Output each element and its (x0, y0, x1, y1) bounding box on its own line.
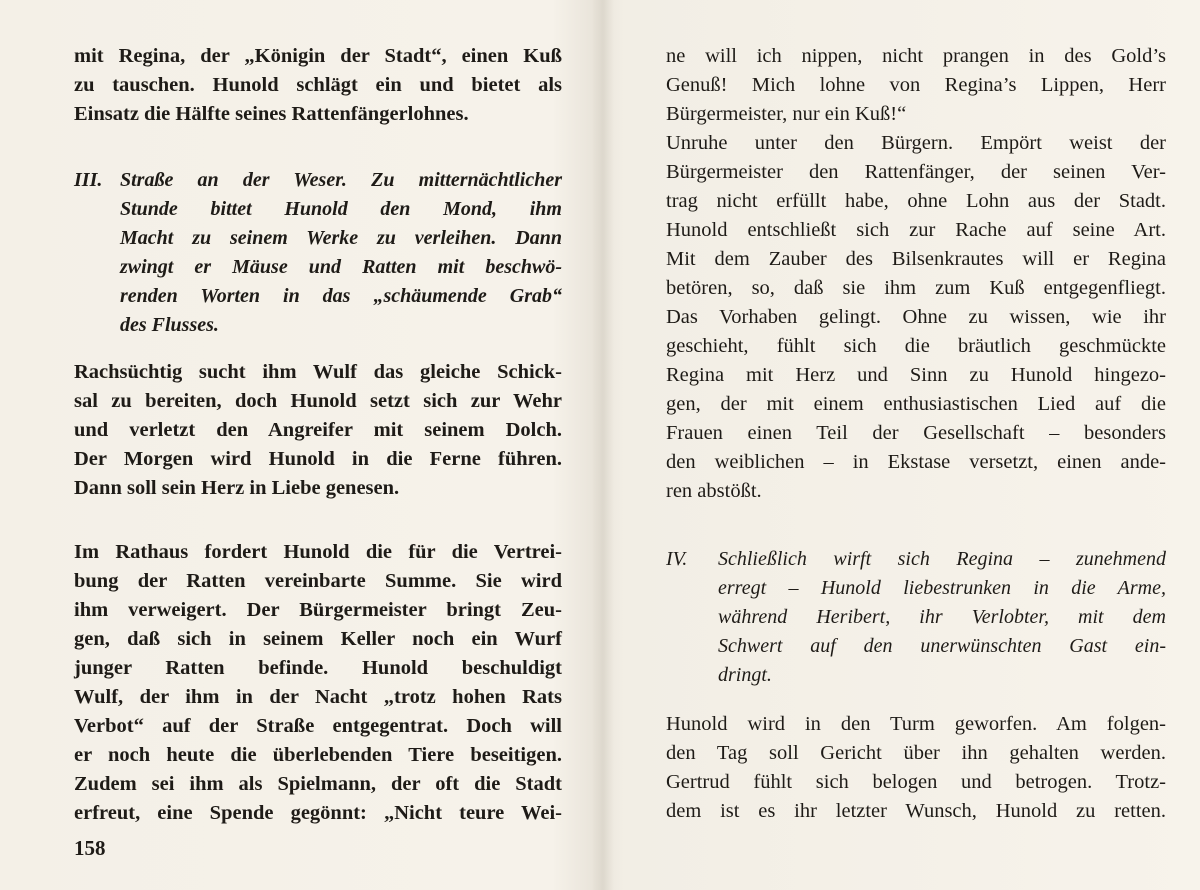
right-paragraph-1 (666, 42, 1166, 129)
text-line: erfreut, eine Spende gegönnt: „Nicht teure Wei- (74, 802, 562, 824)
text-line: Mit dem Zauber des Bilsenkrautes will er Regina (666, 248, 1166, 270)
text-line: den weiblichen – in Ekstase versetzt, einen ande- (666, 451, 1166, 473)
page-number: 158 (74, 836, 106, 860)
text-line: Rachsüchtig sucht ihm Wulf das gleiche Schick- (74, 361, 562, 383)
book-gutter (592, 0, 614, 890)
text-line: zu tauschen. Hunold schlägt ein und bietet als (74, 74, 562, 96)
text-line: und verletzt den Angreifer mit seinem Dolch. (74, 419, 562, 441)
text-line: Das Vorhaben gelingt. Ohne zu wissen, wie ihr (666, 306, 1166, 328)
text-line: während Heribert, ihr Verlobter, mit dem (718, 606, 1166, 628)
text-line: trag nicht erfüllt habe, ohne Lohn aus der Stadt. (666, 190, 1166, 212)
text-line: Macht zu seinem Werke zu verleihen. Dann (120, 227, 562, 249)
text-line: ne will ich nippen, nicht prangen in des Gold’s (666, 45, 1166, 67)
right-page (666, 42, 1166, 826)
text-line: ren abstößt. (666, 480, 762, 502)
scene-number: IV. (666, 548, 688, 570)
text-line: mit Regina, der „Königin der Stadt“, einen Kuß (74, 45, 562, 67)
right-paragraph-2 (666, 129, 1166, 506)
text-line: des Flusses. (120, 314, 219, 336)
text-line: Stunde bittet Hunold den Mond, ihm (120, 198, 562, 220)
scene-4-direction (666, 545, 1166, 690)
text-line: Hunold entschließt sich zur Rache auf seine Art. (666, 219, 1166, 241)
text-line: dringt. (718, 664, 772, 686)
text-line: Schließlich wirft sich Regina – zunehmend (718, 548, 1166, 570)
text-line: Zudem sei ihm als Spielmann, der oft die Stadt (74, 773, 562, 795)
scene-3-direction (74, 166, 562, 340)
text-line: geschieht, fühlt sich die bräutlich geschmückte (666, 335, 1166, 357)
text-line: erregt – Hunold liebestrunken in die Arme, (718, 577, 1166, 599)
text-line: ihm verweigert. Der Bürgermeister bringt Zeu- (74, 599, 562, 621)
text-line: Unruhe unter den Bürgern. Empört weist der (666, 132, 1166, 154)
text-line: Wulf, der ihm in der Nacht „trotz hohen Rats (74, 686, 562, 708)
text-line: Hunold wird in den Turm geworfen. Am folgen- (666, 713, 1166, 735)
text-line: er noch heute die überlebenden Tiere beseitigen. (74, 744, 562, 766)
text-line: Im Rathaus fordert Hunold die für die Vertrei- (74, 541, 562, 563)
text-line: junger Ratten befinde. Hunold beschuldigt (74, 657, 562, 679)
text-line: Regina mit Herz und Sinn zu Hunold hingezo- (666, 364, 1166, 386)
scene-number: III. (74, 169, 103, 191)
text-line: Dann soll sein Herz in Liebe genesen. (74, 477, 400, 499)
text-line: Genuß! Mich lohne von Regina’s Lippen, Herr (666, 74, 1166, 96)
text-line: Bürgermeister den Rattenfänger, der seinen Ver- (666, 161, 1166, 183)
left-paragraph-2 (74, 358, 562, 503)
text-line: Einsatz die Hälfte seines Rattenfängerlohnes. (74, 103, 469, 125)
text-line: den Tag soll Gericht über ihn gehalten werden. (666, 742, 1166, 764)
text-line: zwingt er Mäuse und Ratten mit beschwö- (120, 256, 562, 278)
text-line: Verbot“ auf der Straße entgegentrat. Doch will (74, 715, 562, 737)
left-page (74, 42, 562, 828)
text-line: Gertrud fühlt sich belogen und betrogen. Trotz- (666, 771, 1166, 793)
left-paragraph-1 (74, 42, 562, 129)
text-line: renden Worten in das „schäumende Grab“ (120, 285, 562, 307)
right-paragraph-3 (666, 710, 1166, 826)
left-paragraph-3 (74, 538, 562, 828)
text-line: betören, so, daß sie ihm zum Kuß entgegenfliegt. (666, 277, 1166, 299)
text-line: gen, daß sich in seinem Keller noch ein Wurf (74, 628, 562, 650)
text-line: bung der Ratten vereinbarte Summe. Sie wird (74, 570, 562, 592)
text-line: gen, der mit einem enthusiastischen Lied auf die (666, 393, 1166, 415)
text-line: Schwert auf den unerwünschten Gast ein- (718, 635, 1166, 657)
text-line: Bürgermeister, nur ein Kuß!“ (666, 103, 907, 125)
text-line: sal zu bereiten, doch Hunold setzt sich zur Wehr (74, 390, 562, 412)
text-line: Straße an der Weser. Zu mitternächtlicher (120, 169, 562, 191)
text-line: Der Morgen wird Hunold in die Ferne führen. (74, 448, 562, 470)
text-line: dem ist es ihr letzter Wunsch, Hunold zu retten. (666, 800, 1166, 822)
text-line: Frauen einen Teil der Gesellschaft – besonders (666, 422, 1166, 444)
